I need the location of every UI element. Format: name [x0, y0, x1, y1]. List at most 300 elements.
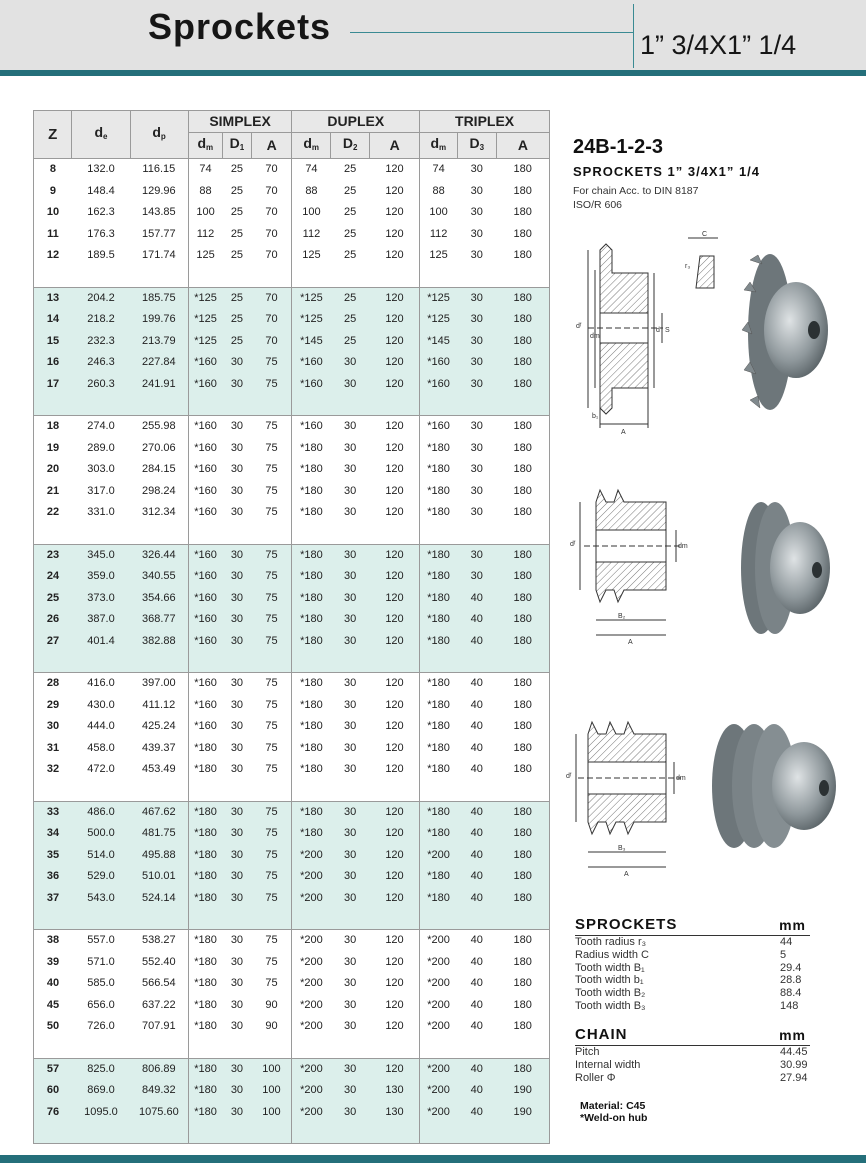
table-cell: *180: [292, 544, 330, 566]
table-cell: 75: [251, 502, 292, 524]
table-cell: 637.22: [130, 995, 188, 1017]
table-cell: 180: [513, 484, 532, 497]
label-triplex-a: A: [624, 871, 629, 878]
cell-z: 17: [34, 374, 72, 396]
col-duplex-d2: $D_2$: [330, 133, 369, 159]
table-cell: 75: [251, 759, 292, 781]
table-cell: 120: [370, 566, 420, 588]
col-simplex-a: A: [251, 133, 292, 159]
table-cell: 40: [470, 977, 483, 990]
table-cell: 274.0: [87, 420, 115, 433]
spacer-cell: [130, 524, 188, 545]
table-row: [34, 1102, 550, 1124]
table-cell: *160: [420, 352, 457, 374]
table-row: [34, 888, 550, 910]
label-duplex-b2: B₂: [618, 613, 626, 620]
table-cell: 40: [457, 1102, 496, 1124]
table-cell: 70: [251, 245, 292, 267]
spacer-cell: [420, 395, 457, 416]
spec-row: [575, 936, 810, 949]
table-cell: *180: [292, 609, 330, 631]
table-cell: 30: [330, 866, 369, 888]
table-cell: 30: [230, 506, 244, 519]
table-cell: 30: [330, 609, 369, 631]
cell-z: 25: [34, 588, 72, 610]
table-cell: *180: [420, 566, 457, 588]
spec-row: [575, 1059, 810, 1072]
table-cell: 30: [457, 352, 496, 374]
spacer-cell: [457, 781, 496, 802]
table-cell: 30: [330, 566, 369, 588]
table-cell: 340.55: [130, 566, 188, 588]
table-row: [34, 309, 550, 331]
chain-spec: [575, 1026, 810, 1084]
sprockets-spec: [575, 916, 810, 1013]
table-cell: 30: [330, 888, 369, 910]
table-cell: *180: [292, 631, 330, 653]
spacer-cell: [292, 1038, 330, 1059]
table-cell: 120: [370, 544, 420, 566]
table-cell: 120: [370, 866, 420, 888]
spec-label: Roller Φ: [575, 1071, 616, 1084]
table-cell: 70: [251, 331, 292, 353]
col-de: $d_e$: [72, 111, 130, 159]
table-cell: 40: [457, 1080, 496, 1102]
table-cell: 1075.60: [130, 1102, 188, 1124]
table-cell: *160: [194, 463, 217, 476]
table-cell: 40: [470, 741, 483, 754]
label-c: C: [702, 231, 708, 238]
spacer-cell: [222, 909, 251, 930]
table-cell: *200: [292, 1102, 330, 1124]
table-cell: 180: [513, 184, 532, 197]
hub-note: *Weld-on hub: [580, 1112, 648, 1124]
table-cell: 120: [370, 952, 420, 974]
table-cell: 100: [251, 1080, 292, 1102]
table-cell: 40: [470, 763, 483, 776]
table-cell: 75: [251, 716, 292, 738]
table-cell: 1095.0: [72, 1102, 130, 1124]
spacer-cell: [130, 652, 188, 673]
table-cell: 75: [251, 438, 292, 460]
table-cell: *200: [292, 845, 330, 867]
table-cell: 120: [370, 245, 420, 267]
table-cell: 120: [370, 716, 420, 738]
spacer-cell: [34, 652, 72, 673]
header-bar: [0, 70, 866, 76]
spacer-cell: [496, 781, 549, 802]
spacer-cell: [72, 909, 130, 930]
table-cell: 30: [222, 888, 251, 910]
spacer-cell: [130, 909, 188, 930]
table-cell: 30: [457, 331, 496, 353]
table-cell: *200: [427, 998, 450, 1011]
table-row: [34, 588, 550, 610]
table-cell: 180: [496, 287, 549, 309]
cell-z: 11: [47, 227, 59, 240]
table-cell: 75: [251, 801, 292, 823]
table-cell: 180: [496, 331, 549, 353]
table-cell: *180: [427, 720, 450, 733]
table-cell: 30: [457, 287, 496, 309]
table-cell: *180: [427, 484, 450, 497]
duplex-section-drawing: [566, 480, 706, 650]
table-cell: 30: [343, 1020, 357, 1033]
spacer-cell: [370, 267, 420, 288]
table-cell: 30: [330, 544, 369, 566]
spacer-cell: [72, 1038, 130, 1059]
spacer-cell: [251, 524, 292, 545]
table-cell: 30: [230, 741, 244, 754]
spacer-cell: [457, 1123, 496, 1144]
spec-label: Tooth width b₁: [575, 974, 644, 987]
table-cell: 510.01: [130, 866, 188, 888]
row-group: [34, 1058, 550, 1144]
dimension-table: [33, 110, 550, 1144]
table-cell: *180: [188, 1102, 222, 1124]
table-cell: *200: [300, 955, 323, 968]
table-cell: 331.0: [87, 506, 115, 519]
table-cell: 40: [457, 823, 496, 845]
spacer-cell: [292, 395, 330, 416]
cell-z: 24: [34, 566, 72, 588]
table-cell: 70: [251, 224, 292, 246]
table-cell: 571.0: [87, 955, 115, 968]
cell-z: 18: [46, 420, 60, 433]
table-cell: 30: [222, 566, 251, 588]
spacer-cell: [457, 1038, 496, 1059]
table-cell: 25: [230, 249, 244, 262]
spacer-cell: [457, 652, 496, 673]
spacer-cell: [496, 1123, 549, 1144]
cell-z: 13: [34, 287, 72, 309]
label-df: dᶠ: [576, 323, 582, 330]
table-cell: 180: [496, 888, 549, 910]
table-cell: 180: [496, 609, 549, 631]
table-cell: 425.24: [130, 716, 188, 738]
table-cell: *160: [292, 374, 330, 396]
spacer-cell: [420, 1038, 457, 1059]
table-cell: 227.84: [130, 352, 188, 374]
table-cell: 430.0: [87, 698, 115, 711]
spacer-cell: [34, 524, 72, 545]
table-cell: *160: [188, 374, 222, 396]
footer-bar: [0, 1155, 866, 1163]
table-cell: 120: [370, 1016, 420, 1038]
table-cell: 70: [251, 202, 292, 224]
table-cell: 30: [470, 184, 483, 197]
group-spacer: [34, 652, 550, 673]
cell-z: 30: [46, 720, 60, 733]
cell-z: 76: [34, 1102, 72, 1124]
table-cell: *125: [420, 287, 457, 309]
cell-z: 20: [46, 463, 60, 476]
col-simplex-d1: $D_1$: [222, 133, 251, 159]
table-cell: 180: [513, 441, 532, 454]
table-cell: 120: [370, 588, 420, 610]
label-r3: r₃: [685, 263, 691, 270]
table-cell: *160: [194, 441, 217, 454]
table-cell: 30: [222, 1080, 251, 1102]
spacer-cell: [130, 1038, 188, 1059]
table-cell: *180: [194, 934, 217, 947]
spacer-cell: [188, 652, 222, 673]
table-cell: 869.0: [72, 1080, 130, 1102]
table-cell: 112: [196, 227, 215, 240]
spacer-cell: [72, 1123, 130, 1144]
spacer-cell: [251, 395, 292, 416]
table-cell: 180: [513, 720, 532, 733]
table-cell: 472.0: [87, 763, 115, 776]
table-cell: 180: [496, 566, 549, 588]
row-group: [34, 544, 550, 673]
table-cell: *180: [300, 763, 323, 776]
table-cell: 120: [370, 459, 420, 481]
spec-label: Tooth radius r₃: [575, 936, 647, 948]
table-cell: 130: [370, 1080, 420, 1102]
table-cell: 30: [457, 309, 496, 331]
table-cell: 120: [370, 159, 420, 181]
label-b1: b₁: [592, 413, 599, 420]
table-cell: 387.0: [72, 609, 130, 631]
table-cell: 30: [222, 352, 251, 374]
spec-row: [575, 949, 810, 962]
cell-z: 38: [46, 934, 60, 947]
cell-z: 37: [34, 888, 72, 910]
spacer-cell: [370, 524, 420, 545]
table-cell: *200: [300, 977, 323, 990]
table-cell: 298.24: [130, 481, 188, 503]
header-divider: [633, 4, 634, 68]
table-cell: 444.0: [87, 720, 115, 733]
table-row: [34, 566, 550, 588]
table-cell: 30: [343, 934, 357, 947]
table-cell: *180: [300, 463, 323, 476]
table-cell: 30: [343, 677, 357, 690]
spacer-cell: [188, 909, 222, 930]
table-cell: 30: [343, 484, 357, 497]
table-cell: *180: [420, 888, 457, 910]
label-duplex-a: A: [628, 639, 633, 646]
spec-value: 44.45: [780, 1046, 808, 1058]
table-cell: 70: [251, 159, 292, 181]
table-row: [34, 631, 550, 653]
table-cell: 30: [457, 374, 496, 396]
table-cell: 132.0: [87, 163, 115, 176]
table-cell: 180: [513, 741, 532, 754]
table-cell: 30: [222, 609, 251, 631]
table-cell: 180: [496, 801, 549, 823]
table-row: [34, 609, 550, 631]
table-cell: 30: [222, 588, 251, 610]
table-cell: 30: [343, 420, 357, 433]
table-cell: 74: [199, 163, 212, 176]
table-cell: 270.06: [130, 438, 188, 460]
table-cell: 354.66: [130, 588, 188, 610]
table-cell: 30: [343, 741, 357, 754]
cell-z: 39: [46, 955, 60, 968]
spacer-cell: [330, 909, 369, 930]
spacer-cell: [420, 781, 457, 802]
table-cell: 120: [370, 845, 420, 867]
table-cell: 30: [343, 441, 357, 454]
table-cell: 495.88: [130, 845, 188, 867]
table-row: [34, 952, 550, 974]
table-cell: 481.75: [130, 823, 188, 845]
table-cell: 397.00: [130, 673, 188, 695]
spacer-cell: [330, 652, 369, 673]
spacer-cell: [251, 1038, 292, 1059]
spec-value: 29.4: [780, 961, 802, 974]
table-cell: 190: [496, 1102, 549, 1124]
table-cell: 75: [251, 588, 292, 610]
table-cell: 120: [370, 631, 420, 653]
cell-z: 8: [49, 163, 57, 176]
table-cell: *160: [194, 720, 217, 733]
col-simplex-dm: $d_m$: [188, 133, 222, 159]
table-cell: *160: [188, 352, 222, 374]
table-cell: 486.0: [72, 801, 130, 823]
table-row: [34, 438, 550, 460]
table-cell: 30: [470, 463, 483, 476]
label-duplex-df: dᶠ: [570, 541, 576, 548]
table-cell: *160: [194, 698, 217, 711]
table-cell: *125: [420, 309, 457, 331]
cell-z: 32: [46, 763, 60, 776]
table-cell: *180: [300, 720, 323, 733]
cell-z: 33: [34, 801, 72, 823]
spacer-cell: [457, 395, 496, 416]
spacer-cell: [370, 395, 420, 416]
table-cell: 120: [370, 202, 420, 224]
table-cell: 75: [251, 673, 292, 695]
spec-row: [575, 1072, 810, 1085]
table-cell: 88: [199, 184, 212, 197]
spec-row: [575, 974, 810, 987]
group-spacer: [34, 267, 550, 288]
table-row: [34, 673, 550, 695]
table-row: [34, 995, 550, 1017]
table-cell: 120: [370, 695, 420, 717]
spacer-cell: [188, 524, 222, 545]
spacer-cell: [72, 267, 130, 288]
table-cell: 40: [457, 609, 496, 631]
col-triplex-a: A: [496, 133, 549, 159]
table-cell: *180: [427, 698, 450, 711]
table-row: [34, 374, 550, 396]
table-cell: 125: [302, 249, 321, 262]
table-row: [34, 759, 550, 781]
table-cell: 180: [513, 506, 532, 519]
cell-z: 31: [46, 741, 60, 754]
spacer-cell: [496, 267, 549, 288]
table-cell: 40: [470, 998, 483, 1011]
table-cell: *200: [292, 888, 330, 910]
table-row: [34, 502, 550, 524]
spacer-cell: [130, 1123, 188, 1144]
table-cell: 30: [470, 506, 483, 519]
table-cell: 204.2: [72, 287, 130, 309]
table-cell: *180: [427, 463, 450, 476]
table-cell: 557.0: [87, 934, 115, 947]
table-cell: 120: [370, 823, 420, 845]
table-cell: *180: [292, 823, 330, 845]
cell-z: 22: [46, 506, 60, 519]
table-cell: 180: [513, 677, 532, 690]
table-row: [34, 224, 550, 246]
spacer-cell: [370, 1123, 420, 1144]
spacer-cell: [222, 395, 251, 416]
table-cell: *180: [194, 998, 217, 1011]
spec-row: [575, 1046, 810, 1059]
table-cell: 303.0: [87, 463, 115, 476]
table-cell: 726.0: [87, 1020, 115, 1033]
table-cell: 75: [251, 973, 292, 995]
table-cell: 218.2: [72, 309, 130, 331]
table-cell: 40: [457, 801, 496, 823]
cell-z: 12: [46, 249, 60, 262]
table-cell: *180: [300, 677, 323, 690]
table-cell: 30: [230, 934, 244, 947]
table-cell: 180: [513, 977, 532, 990]
spacer-cell: [330, 781, 369, 802]
table-cell: 232.3: [72, 331, 130, 353]
table-cell: *160: [427, 420, 450, 433]
table-cell: 467.62: [130, 801, 188, 823]
spec-value: 148: [780, 999, 799, 1012]
spacer-cell: [251, 909, 292, 930]
group-spacer: [34, 395, 550, 416]
table-cell: 30: [222, 801, 251, 823]
table-cell: *180: [300, 506, 323, 519]
spacer-cell: [130, 267, 188, 288]
table-cell: *200: [427, 977, 450, 990]
table-cell: 246.3: [72, 352, 130, 374]
table-cell: 345.0: [72, 544, 130, 566]
table-cell: *180: [292, 801, 330, 823]
table-row: [34, 1058, 550, 1080]
table-cell: *180: [300, 698, 323, 711]
table-cell: 30: [222, 866, 251, 888]
table-cell: *180: [188, 866, 222, 888]
table-cell: 120: [370, 973, 420, 995]
table-cell: 120: [370, 416, 420, 438]
table-cell: *180: [194, 1020, 217, 1033]
table-row: [34, 845, 550, 867]
table-cell: 90: [251, 995, 292, 1017]
table-cell: 260.3: [72, 374, 130, 396]
table-cell: *200: [300, 934, 323, 947]
table-cell: 120: [370, 1058, 420, 1080]
table-cell: *180: [420, 866, 457, 888]
table-cell: 30: [230, 763, 244, 776]
table-cell: 185.75: [130, 287, 188, 309]
simplex-sprocket-image: [736, 250, 836, 415]
table-cell: 75: [251, 866, 292, 888]
table-cell: *160: [188, 544, 222, 566]
table-cell: *145: [420, 331, 457, 353]
table-row: [34, 866, 550, 888]
table-cell: *200: [427, 955, 450, 968]
table-row: [34, 544, 550, 566]
table-row: [34, 481, 550, 503]
table-cell: *160: [194, 484, 217, 497]
table-cell: *180: [188, 801, 222, 823]
table-cell: 30: [470, 484, 483, 497]
table-cell: *200: [420, 845, 457, 867]
spacer-cell: [292, 267, 330, 288]
spacer-cell: [330, 395, 369, 416]
